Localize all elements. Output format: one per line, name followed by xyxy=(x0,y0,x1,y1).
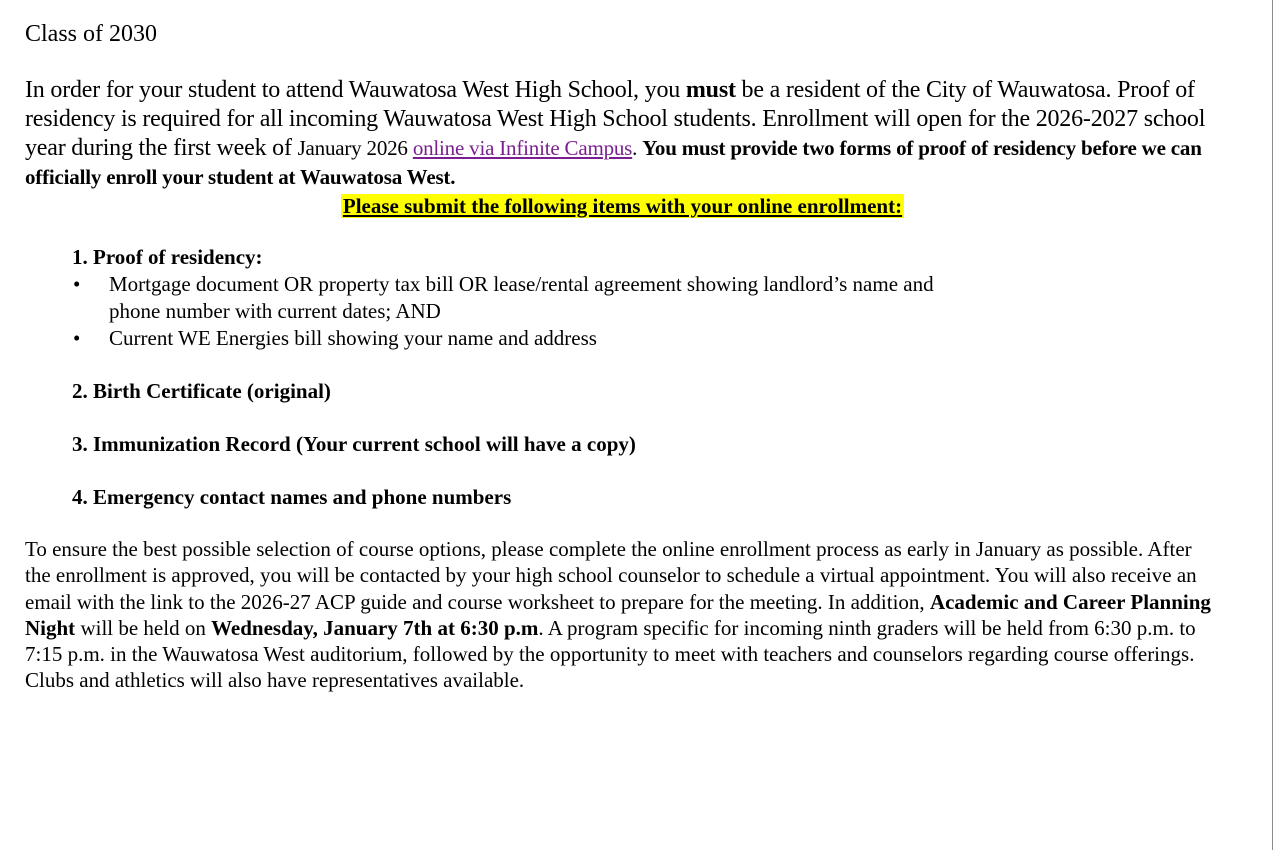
closing-event-date: Wednesday, January 7th at 6:30 p.m xyxy=(211,615,539,640)
item-heading-residency: 1. Proof of residency: xyxy=(72,245,263,269)
closing-event-name: Academic and Career Planning Night xyxy=(25,589,1211,640)
intro-text-1: In order for your student to attend Wauwatosa West High School, you xyxy=(25,77,686,103)
item-heading-emergency-contacts: 4. Emergency contact names and phone numbers xyxy=(72,485,512,509)
infinite-campus-link[interactable]: online via Infinite Campus xyxy=(412,136,633,160)
requirements-list xyxy=(72,243,1220,511)
list-item xyxy=(72,271,969,325)
intro-month-year: January 2026 xyxy=(297,136,408,160)
closing-text-1: To ensure the best possible selection of course options, please complete the online enrollment process as early in January as possible. After the enrollment is approved, you will be contacted by your high school counselor to schedule a virtual appointment. You will also receive an email with the link to the 2026-27 ACP guide and course worksheet to prepare for the meeting. In addition, xyxy=(25,537,1197,614)
item-heading-immunization: 3. Immunization Record (Your current school will have a copy) xyxy=(72,432,636,456)
closing-text-2: will be held on xyxy=(75,615,212,640)
intro-text-2: be a resident of the City of Wauwatosa. Proof of residency is required for all incoming Wauwatosa West High School students. Enrollment will open for the 2026-2027 school year during the first week of xyxy=(25,77,1206,161)
intro-must-emphasis: must xyxy=(685,77,736,103)
intro-bold-requirement: You must provide two forms of proof of residency before we can officially enroll your student at Wauwatosa West. xyxy=(25,136,1202,189)
closing-text-3: . A program specific for incoming ninth graders will be held from 6:30 p.m. to 7:15 p.m. in the Wauwatosa West auditorium, followed by the opportunity to meet with teachers and counselors regarding course offerings. Clubs and athletics will also have representatives available. xyxy=(25,615,1196,693)
bullet-text-energy-bill: Current WE Energies bill showing your name and address xyxy=(109,326,597,350)
submit-items-heading: Please submit the following items with your online enrollment: xyxy=(342,194,903,218)
residency-bullets xyxy=(72,271,1220,352)
list-item xyxy=(72,325,969,352)
document-title: Class of 2030 xyxy=(25,21,157,47)
page-edge-line xyxy=(1272,0,1273,850)
item-heading-birth-certificate: 2. Birth Certificate (original) xyxy=(72,379,331,403)
bullet-text-mortgage: Mortgage document OR property tax bill OR lease/rental agreement showing landlord’s name and phone number with current dates; AND xyxy=(109,272,934,323)
intro-period: . xyxy=(632,136,643,160)
bullet-icon: • xyxy=(73,272,81,296)
document-body xyxy=(25,18,1220,694)
closing-paragraph xyxy=(25,536,1220,694)
submit-items-heading-row xyxy=(25,194,1220,218)
bullet-icon: • xyxy=(73,326,81,350)
intro-paragraph xyxy=(25,76,1220,192)
